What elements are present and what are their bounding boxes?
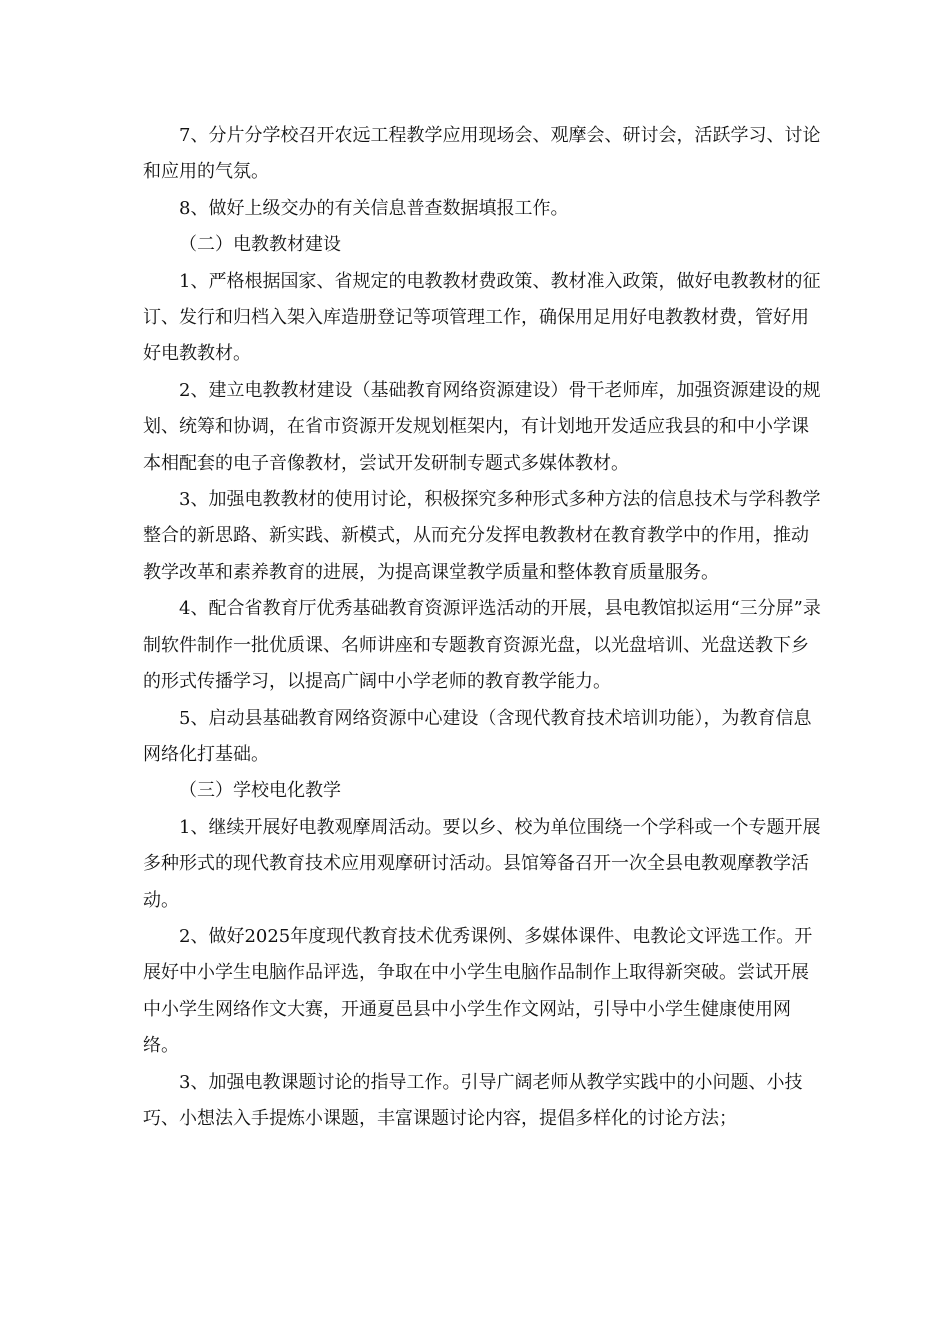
paragraph-2-4: 4、配合省教育厅优秀基础教育资源评选活动的开展，县电教馆拟运用“三分屏”录制软件制作一批优质课、名师讲座和专题教育资源光盘，以光盘培训、光盘送教下乡的形式传播学习，以提高广阔中小学老师的教育教学能力。 — [143, 598, 821, 693]
paragraph-3-2: 2、做好2025年度现代教育技术优秀课例、多媒体课件、电教论文评选工作。开展好中小学生电脑作品评选，争取在中小学生电脑作品制作上取得新突破。尝试开展中小学生网络作文大赛，开通夏邑县中小学生作文网站，引导中小学生健康使用网络。 — [143, 925, 813, 1057]
paragraph-8-data-reporting: 8、做好上级交办的有关信息普查数据填报工作。 — [179, 197, 569, 219]
paragraph-2-3: 3、加强电教教材的使用讨论，积极探究多种形式多种方法的信息技术与学科教学整合的新思路、新实践、新模式，从而充分发挥电教教材在教育教学中的作用，推动教学改革和素养教育的进展，为提高课堂教学质量和整体教育质量服务。 — [143, 489, 821, 583]
paragraph-2-1: 1、严格根据国家、省规定的电教教材费政策、教材准入政策，做好电教教材的征订、发行和归档入架入库造册登记等项管理工作，确保用足用好电教教材费，管好用好电教教材。 — [143, 270, 821, 365]
paragraph-2-2: 2、建立电教教材建设（基础教育网络资源建设）骨干老师库，加强资源建设的规划、统筹和协调，在省市资源开发规划框架内，有计划地开发适应我县的和中小学课本相配套的电子音像教材，尝试开发研制专题式多媒体教材。 — [143, 379, 821, 474]
paragraph-7-meetings: 7、分片分学校召开农远工程教学应用现场会、观摩会、研讨会，活跃学习、讨论和应用的气氛。 — [143, 125, 821, 183]
paragraph-3-1: 1、继续开展好电教观摩周活动。要以乡、校为单位围绕一个学科或一个专题开展多种形式的现代教育技术应用观摩研讨活动。县馆筹备召开一次全县电教观摩教学活动。 — [143, 816, 821, 911]
paragraph-3-3: 3、加强电教课题讨论的指导工作。引导广阔老师从教学实践中的小问题、小技巧、小想法入手提炼小课题，丰富课题讨论内容，提倡多样化的讨论方法； — [143, 1071, 803, 1129]
section-heading-2: （二）电教教材建设 — [179, 234, 341, 256]
document-body — [143, 118, 823, 1137]
section-heading-3: （三）学校电化教学 — [179, 780, 341, 802]
paragraph-2-5: 5、启动县基础教育网络资源中心建设（含现代教育技术培训功能），为教育信息网络化打基础。 — [143, 707, 812, 765]
